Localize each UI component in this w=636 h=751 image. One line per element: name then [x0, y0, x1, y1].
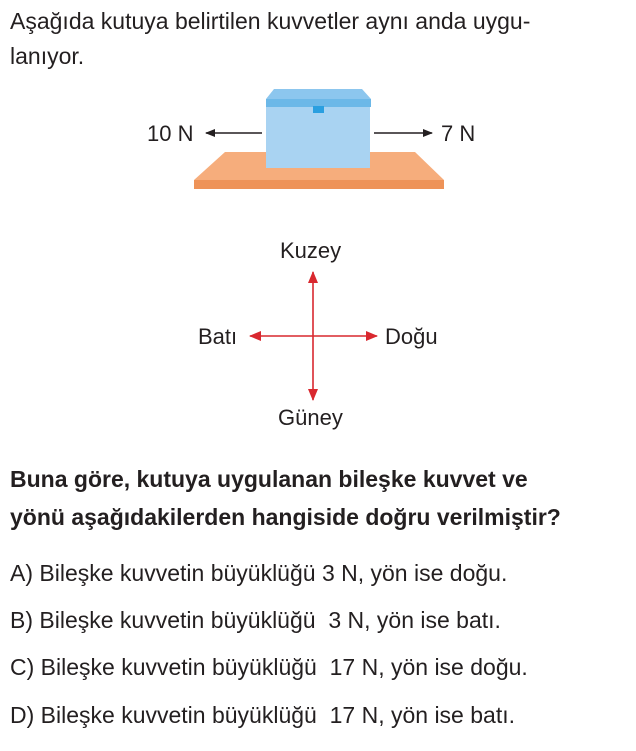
option-c-text: Bileşke kuvvetin büyüklüğü 17 N, yön ise doğu. — [40, 654, 528, 680]
option-b[interactable] — [10, 605, 501, 635]
compass-west-label: Batı — [198, 324, 238, 349]
option-c-letter: C) — [10, 654, 35, 680]
question-line-2: yönü aşağıdakilerden hangiside doğru verilmiştir? — [10, 504, 561, 530]
option-a-letter: A) — [10, 560, 33, 586]
option-a[interactable] — [10, 558, 507, 588]
compass-south-label: Güney — [278, 405, 343, 430]
option-b-text: Bileşke kuvvetin büyüklüğü 3 N, yön ise batı. — [39, 607, 501, 633]
right-force-label: 7 N — [441, 121, 476, 146]
compass — [250, 272, 377, 400]
option-a-text: Bileşke kuvvetin büyüklüğü 3 N, yön ise doğu. — [39, 560, 508, 586]
left-force-label: 10 N — [147, 121, 194, 146]
intro-line-2: lanıyor. — [10, 43, 85, 69]
box — [266, 89, 371, 168]
option-b-letter: B) — [10, 607, 33, 633]
question-text — [10, 460, 625, 536]
option-d[interactable] — [10, 700, 515, 730]
option-d-text: Bileşke kuvvetin büyüklüğü 17 N, yön ise batı. — [40, 702, 515, 728]
option-d-letter: D) — [10, 702, 35, 728]
option-c[interactable] — [10, 652, 528, 682]
compass-north-label: Kuzey — [280, 238, 342, 263]
question-line-1: Buna göre, kutuya uygulanan bileşke kuvvet ve — [10, 466, 528, 492]
compass-east-label: Doğu — [385, 324, 438, 349]
intro-line-1: Aşağıda kutuya belirtilen kuvvetler aynı anda uygu- — [10, 8, 531, 34]
